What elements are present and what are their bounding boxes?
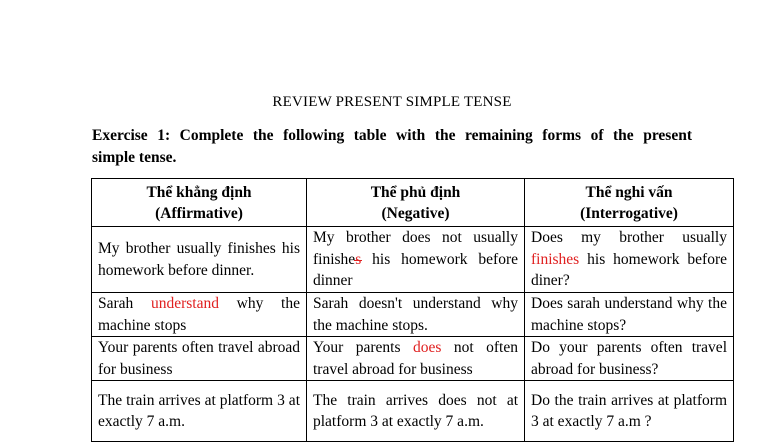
highlighted-error: understand — [150, 295, 219, 312]
exercise-instruction — [92, 125, 692, 169]
document-title: REVIEW PRESENT SIMPLE TENSE — [272, 94, 512, 110]
header-negative-vi: Thể phủ định — [370, 183, 461, 201]
cell-interrogative: Do the train arrives at platform 3 at exactly 7 a.m ? — [525, 381, 734, 442]
header-negative-en: (Negative) — [381, 205, 450, 222]
highlighted-error: finishes — [531, 250, 580, 268]
strikethrough-correction: s — [355, 250, 362, 268]
cell-text: My brother does not usually finishe — [313, 229, 518, 268]
header-affirmative — [92, 179, 307, 227]
cell-text: Sarah — [98, 295, 151, 312]
header-negative — [307, 179, 525, 227]
cell-negative: The train arrives does not at platform 3 at exactly 7 a.m. — [307, 381, 525, 442]
cell-interrogative: Do your parents often travel abroad for business? — [525, 337, 734, 381]
header-affirmative-en: (Affirmative) — [155, 205, 243, 222]
exercise-line-1: Exercise 1: Complete the following table with the remaining forms of the present — [92, 127, 692, 144]
cell-text: Does my brother usually — [531, 229, 727, 247]
header-interrogative — [525, 179, 734, 227]
cell-text: why the machine stops — [98, 295, 300, 334]
cell-negative — [307, 337, 525, 381]
cell-affirmative — [92, 293, 307, 337]
cell-interrogative — [525, 227, 734, 293]
table-row — [92, 381, 734, 442]
cell-text: Your parents — [313, 339, 413, 356]
tense-table — [91, 178, 734, 442]
exercise-line-2: simple tense. — [92, 149, 177, 166]
header-affirmative-vi: Thể khẳng định — [146, 183, 252, 201]
cell-affirmative: Your parents often travel abroad for business — [92, 337, 307, 381]
cell-negative — [307, 227, 525, 293]
cell-affirmative: The train arrives at platform 3 at exactly 7 a.m. — [92, 381, 307, 442]
header-interrogative-en: (Interrogative) — [580, 205, 678, 222]
cell-text: not often travel abroad for business — [313, 339, 518, 378]
cell-negative: Sarah doesn't understand why the machine stops. — [307, 293, 525, 337]
highlighted-error: does — [413, 339, 442, 356]
table-row — [92, 293, 734, 337]
table-row — [92, 227, 734, 293]
table-header-row — [92, 179, 734, 227]
cell-text: his homework before dinner — [313, 250, 518, 290]
header-interrogative-vi: Thể nghi vấn — [585, 183, 673, 201]
cell-text: his homework before diner? — [531, 250, 727, 290]
cell-affirmative: My brother usually finishes his homework before dinner. — [92, 227, 307, 293]
table-row — [92, 337, 734, 381]
cell-interrogative: Does sarah understand why the machine stops? — [525, 293, 734, 337]
